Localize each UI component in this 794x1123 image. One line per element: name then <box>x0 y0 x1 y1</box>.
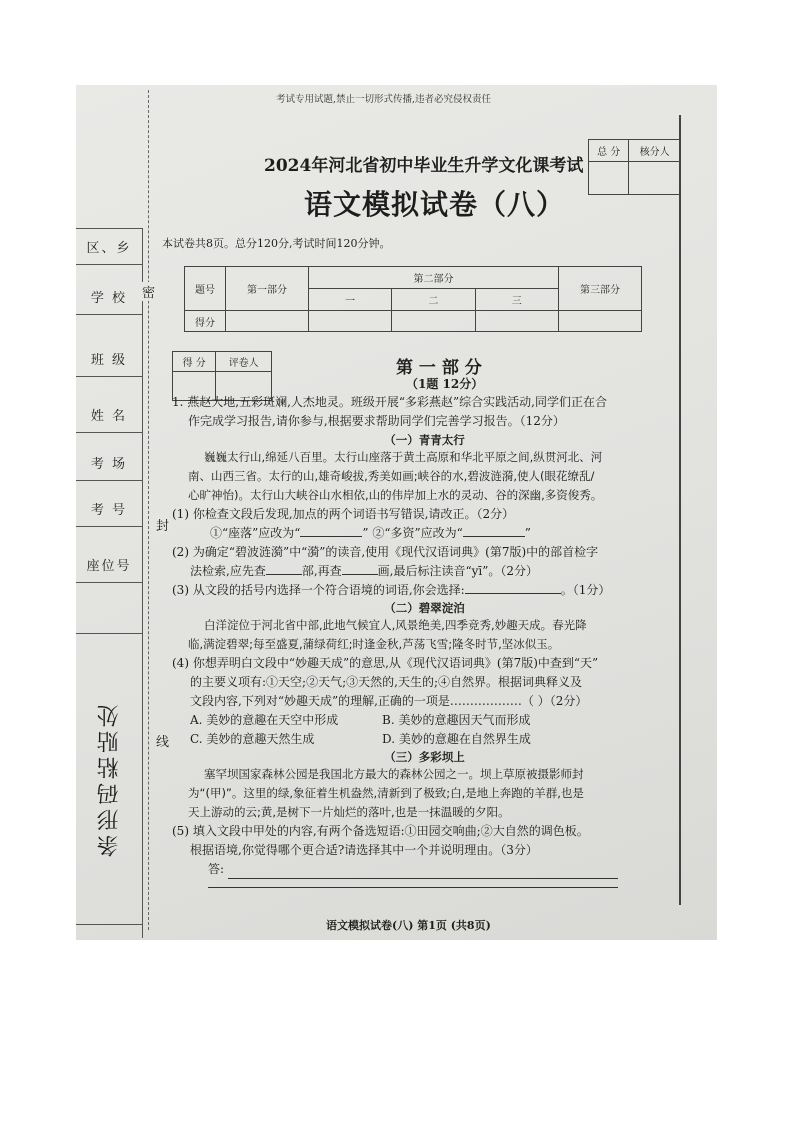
score-cell-part2-2[interactable] <box>392 311 475 332</box>
score-row-label: 得分 <box>185 311 226 332</box>
answer-blank-2[interactable] <box>463 524 525 537</box>
part2-sub-3: 三 <box>475 289 558 311</box>
passage1-line1: 巍巍太行山,绵延八百里。太行山座落于黄土高原和华北平原之间,纵贯河北、河 <box>204 450 603 464</box>
seal-char-feng: 封 <box>156 515 169 534</box>
grader-label: 评卷人 <box>216 352 272 372</box>
paper-title: 语文模拟试卷（八） <box>304 188 566 221</box>
section-title: 第 一 部 分 <box>396 358 482 378</box>
sub-question-5-line1: (5) 填入文段中甲处的内容,有两个备选短语:①田园交响曲;②大自然的调色板。 <box>172 824 589 838</box>
score-cell-part1[interactable] <box>226 311 309 332</box>
total-score-box <box>588 139 681 195</box>
sub1-1-part-b: ” ②“多资”应改为“ <box>362 526 463 540</box>
total-score-label: 总 分 <box>589 140 629 162</box>
seat-number-field: 座位号 <box>76 546 142 583</box>
question-1 <box>172 393 677 888</box>
radical-blank[interactable] <box>266 562 302 575</box>
q1-intro-line1: 1. 燕赵大地,五彩斑斓,人杰地灵。班级开展“多彩燕赵”综合实践活动,同学们正在合 <box>172 395 607 409</box>
checker-label: 核分人 <box>629 140 681 162</box>
answer-line-1[interactable] <box>228 866 618 879</box>
passage2-line2: 临,满淀碧翠;每至盛夏,蒲绿荷红;时逢金秋,芦荡飞雪;隆冬时节,坚冰似玉。 <box>188 637 560 651</box>
exam-number-field: 考 号 <box>76 490 142 527</box>
part2-sub-2: 二 <box>392 289 475 311</box>
class-field: 班 级 <box>76 340 142 377</box>
part1-title: （一）青青太行 <box>384 433 465 447</box>
score-table <box>184 266 642 332</box>
seal-char-xian: 线 <box>156 731 169 750</box>
exam-room-field: 考 场 <box>76 444 142 481</box>
sub1-3-text: (3) 从文段的括号内选择一个符合语境的词语,你会选择: <box>172 583 465 597</box>
exam-paper-photo <box>76 85 717 940</box>
grader-score-label: 得 分 <box>173 352 216 372</box>
passage1-line3: 心旷神怡)。太行山大峡谷山水相依,山的伟岸加上水的灵动、谷的深幽,多资俊秀。 <box>188 488 603 502</box>
option-c[interactable]: C. 美妙的意趣天然生成 <box>190 732 315 746</box>
passage3-line2: 为“(甲)”。这里的绿,象征着生机盎然,清新到了极致;白,是地上奔跑的羊群,也是 <box>188 786 584 800</box>
part3-title: （三）多彩坝上 <box>384 750 465 764</box>
q1-intro-line2: 作完成学习报告,请你参与,根据要求帮助同学们完善学习报告。（12分） <box>188 414 565 428</box>
answer-row <box>172 860 677 879</box>
sub-question-2-line2 <box>172 562 677 581</box>
sub1-1-part-c: ” <box>524 526 531 540</box>
total-score-cell[interactable] <box>589 162 629 195</box>
instructions: 本试卷共8页。总分120分,考试时间120分钟。 <box>162 237 391 250</box>
part2-title: （二）碧翠淀泊 <box>384 601 465 615</box>
sub-question-3 <box>172 581 677 600</box>
checker-cell[interactable] <box>629 162 681 195</box>
options-row-1 <box>172 711 677 730</box>
page-footer: 语文模拟试卷(八) 第1页 (共8页) <box>326 919 491 932</box>
sub1-2-part-1: 法检索,应先查 <box>190 564 266 578</box>
passage3-line1: 塞罕坝国家森林公园是我国北方最大的森林公园之一。坝上草原被摄影师封 <box>204 767 584 781</box>
sub1-1-part-a: ①“座落”应改为“ <box>210 526 301 540</box>
stroke-blank[interactable] <box>342 562 378 575</box>
sub-question-2-line1: (2) 为确定“碧波涟漪”中“漪”的读音,使用《现代汉语词典》(第7版)中的部首检字 <box>172 545 599 559</box>
part1-header: 第一部分 <box>226 267 309 311</box>
sub1-3-end: 。（1分） <box>560 583 611 597</box>
passage2-line1: 白洋淀位于河北省中部,此地气候宜人,风景绝美,四季竞秀,妙趣天成。春光降 <box>204 618 587 632</box>
score-cell-part2-1[interactable] <box>309 311 392 332</box>
score-cell-part2-3[interactable] <box>475 311 558 332</box>
part2-sub-1: 一 <box>309 289 392 311</box>
sub-question-1: (1) 你检查文段后发现,加点的两个词语书写错误,请改正。（2分） <box>172 507 515 521</box>
answer-blank-1[interactable] <box>300 524 362 537</box>
word-choice-blank[interactable] <box>465 581 561 594</box>
option-b[interactable]: B. 美妙的意趣因天气而形成 <box>382 713 531 727</box>
section-subtitle: （1题 12分） <box>406 377 484 391</box>
district-field: 区、乡 <box>76 228 142 265</box>
sub-question-4-line3: 文段内容,下列对“妙趣天成”的理解,正确的一项是………………（ ）（2分） <box>190 694 588 708</box>
options-row-2 <box>172 730 677 749</box>
part2-header: 第二部分 <box>309 267 559 289</box>
option-d[interactable]: D. 美妙的意趣在自然界生成 <box>382 732 531 746</box>
seal-char-mi: 密 <box>142 282 155 301</box>
name-field: 姓 名 <box>76 396 142 433</box>
sub1-2-part-3: 画,最后标注读音“yī”。（2分） <box>377 564 538 578</box>
sub-question-1-answers <box>172 524 677 543</box>
right-margin-line <box>679 115 681 905</box>
barcode-label: 条形码粘贴处 <box>96 701 122 857</box>
binding-line <box>148 90 149 930</box>
school-field: 学 校 <box>76 278 142 315</box>
sub-question-5-line2: 根据语境,你觉得哪个更合适?请选择其中一个并说明理由。（3分） <box>190 843 538 857</box>
sub-question-4-line2: 的主要义项有:①天空;②天气;③天然的,天生的;④自然界。根据词典释义及 <box>190 675 582 689</box>
answer-label: 答: <box>208 862 225 876</box>
question-number-header: 题号 <box>185 267 226 311</box>
passage1-line2: 南、山西三省。太行的山,雄奇峻拔,秀美如画;峡谷的水,碧波涟漪,使人(眼花缭乱/ <box>188 469 595 483</box>
passage3-line3: 天上游动的云;黄,是树下一片灿烂的落叶,也是一抹温暖的夕阳。 <box>188 805 510 819</box>
exam-title: 2024年河北省初中毕业生升学文化课考试 <box>264 156 584 176</box>
sub1-2-part-2: 部,再查 <box>301 564 342 578</box>
copyright-notice: 考试专用试题,禁止一切形式传播,违者必究侵权责任 <box>276 94 492 105</box>
barcode-area <box>76 633 143 925</box>
option-a[interactable]: A. 美妙的意趣在天空中形成 <box>190 713 339 727</box>
score-cell-part3[interactable] <box>559 311 642 332</box>
part3-header: 第三部分 <box>559 267 642 311</box>
sub-question-4-line1: (4) 你想弄明白文段中“妙趣天成”的意思,从《现代汉语词典》(第7版)中查到“天” <box>172 656 599 670</box>
answer-line-2[interactable] <box>208 887 618 888</box>
